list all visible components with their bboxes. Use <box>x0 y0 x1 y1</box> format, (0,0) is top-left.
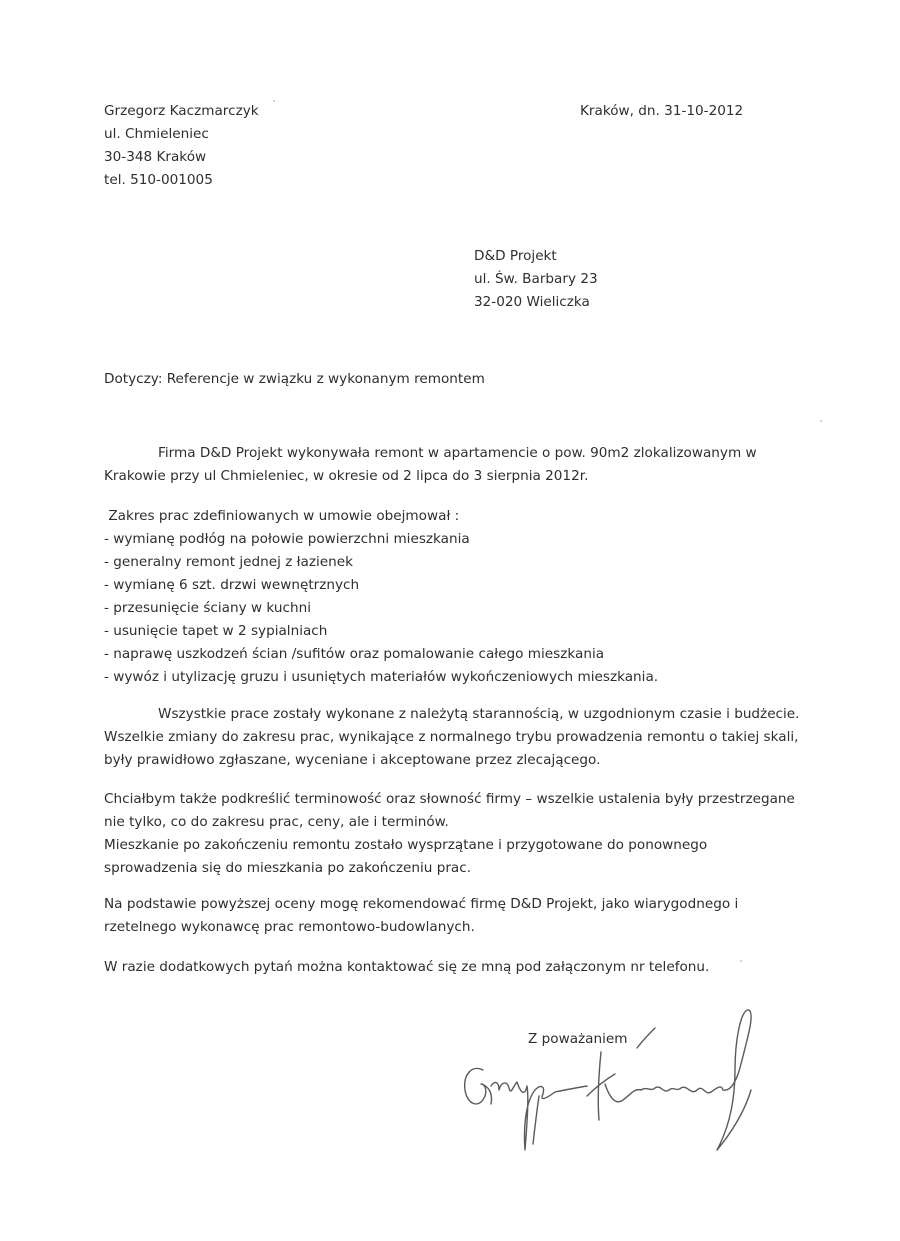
paper-speck <box>820 420 822 422</box>
paragraph-line: Wszelkie zmiany do zakresu prac, wynikające z normalnego trybu prowadzenia remontu o takiej skali, <box>104 729 799 745</box>
place-date <box>580 100 743 123</box>
subject-text: Dotyczy: Referencje w związku z wykonanym remontem <box>104 371 485 387</box>
sender-phone: tel. 510-001005 <box>104 172 213 188</box>
scope-item: - usunięcie tapet w 2 sypialniach <box>104 623 328 639</box>
sender-address <box>104 100 259 192</box>
scope-item: - wymianę 6 szt. drzwi wewnętrznych <box>104 577 360 593</box>
paragraph-line: były prawidłowo zgłaszane, wyceniane i akceptowane przez zlecającego. <box>104 752 601 768</box>
paragraph-line: Mieszkanie po zakończeniu remontu zostało wysprzątane i przygotowane do ponownego <box>104 837 708 853</box>
handwritten-signature <box>455 1000 775 1160</box>
paragraph-line: W razie dodatkowych pytań można kontaktować się ze mną pod załączonym nr telefonu. <box>104 959 710 975</box>
paragraph-line: Chciałbym także podkreślić terminowość oraz słowność firmy – wszelkie ustalenia były przestrzegane <box>104 791 795 807</box>
paragraph-line: nie tylko, co do zakresu prac, ceny, ale i terminów. <box>104 814 449 830</box>
paragraph-timeliness <box>104 788 795 880</box>
signature-drawing <box>455 1000 775 1160</box>
paragraph-line: Krakowie przy ul Chmieleniec, w okresie od 2 lipca do 3 sierpnia 2012r. <box>104 468 589 484</box>
paper-speck <box>740 960 742 962</box>
sender-name: Grzegorz Kaczmarczyk <box>104 103 259 119</box>
scope-item: - generalny remont jednej z łazienek <box>104 554 353 570</box>
scope-item: - wywóz i utylizację gruzu i usuniętych materiałów wykończeniowych mieszkania. <box>104 669 659 685</box>
recipient-address <box>474 245 598 314</box>
scope-item: - przesunięcie ściany w kuchni <box>104 600 311 616</box>
paragraph-contact <box>104 956 709 979</box>
sender-postal-city: 30-348 Kraków <box>104 149 207 165</box>
paragraph-line: Wszystkie prace zostały wykonane z należytą starannością, w uzgodnionym czasie i budżecie. <box>158 706 800 722</box>
scope-list <box>104 505 658 689</box>
place-date-text: Kraków, dn. 31-10-2012 <box>580 103 744 119</box>
paragraph-quality <box>104 703 800 772</box>
scope-intro: Zakres prac zdefiniowanych w umowie obejmował : <box>104 508 460 524</box>
scope-item: - naprawę uszkodzeń ścian /sufitów oraz pomalowanie całego mieszkania <box>104 646 605 662</box>
recipient-street: ul. Św. Barbary 23 <box>474 271 598 287</box>
paragraph-line: Firma D&D Projekt wykonywała remont w apartamencie o pow. 90m2 zlokalizowanym w <box>158 445 757 461</box>
recipient-company: D&D Projekt <box>474 248 557 264</box>
scope-item: - wymianę podłóg na połowie powierzchni mieszkania <box>104 531 470 547</box>
paragraph-line: Na podstawie powyższej oceny mogę rekomendować firmę D&D Projekt, jako wiarygodnego i <box>104 896 739 912</box>
paragraph-line: sprowadzenia się do mieszkania po zakończeniu prac. <box>104 860 472 876</box>
subject-line <box>104 368 485 391</box>
paragraph-recommendation <box>104 893 738 939</box>
paper-speck <box>273 100 275 102</box>
sender-street: ul. Chmieleniec <box>104 126 209 142</box>
recipient-postal-city: 32-020 Wieliczka <box>474 294 590 310</box>
paragraph-line: rzetelnego wykonawcę prac remontowo-budowlanych. <box>104 919 475 935</box>
closing-text: Z poważaniem <box>528 1031 628 1047</box>
paragraph-intro <box>104 442 757 488</box>
